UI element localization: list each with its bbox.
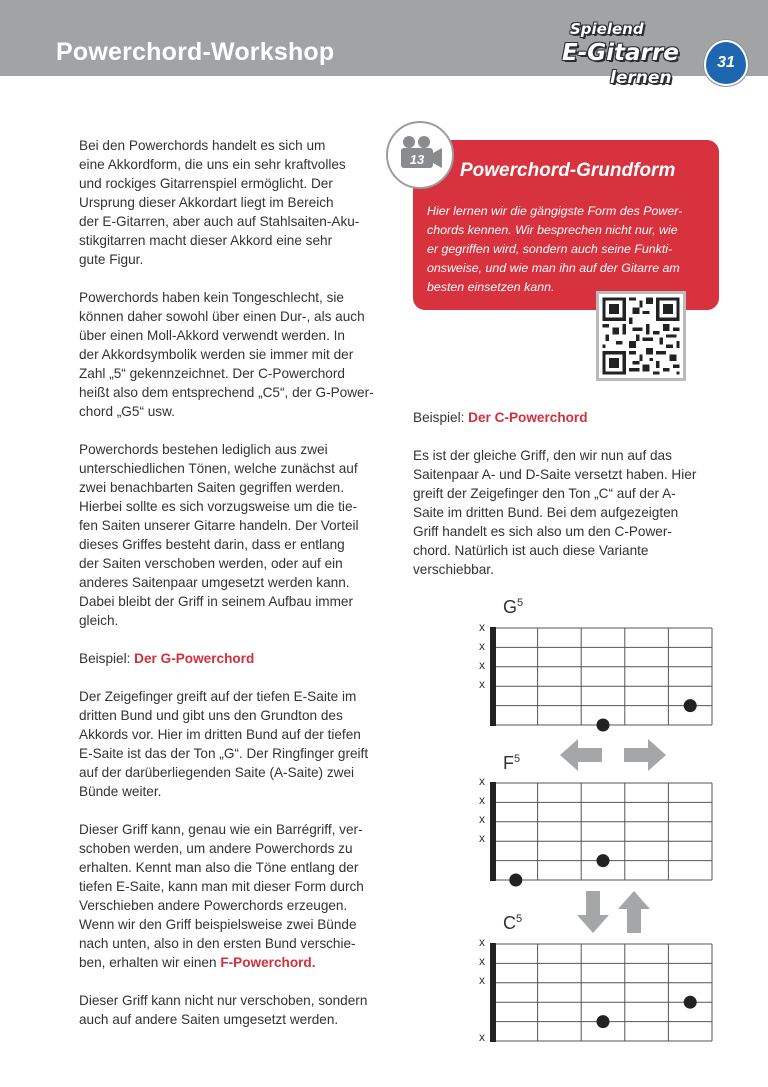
muted-string-mark: x <box>479 793 485 807</box>
fretboard-c5 <box>490 943 715 1043</box>
paragraph-c-powerchord: Es ist der gleiche Griff, den wir nun auf das Saitenpaar A- und D-Saite versetzt haben. Hier greift der Zeigefinger den Ton „C“ auf der A- Saite im dritten Bund. Bei dem aufgezeigten Griff handelt es sich also um den C-Power- chord. Natürlich ist auch diese Variante verschiebbar. <box>413 448 697 577</box>
logo-line-1: Spielend <box>570 20 644 38</box>
muted-string-mark: x <box>479 954 485 968</box>
finger-dot <box>597 1015 610 1028</box>
muted-string-mark: x <box>479 935 485 949</box>
nut <box>490 943 496 1042</box>
muted-string-mark: x <box>479 658 485 672</box>
finger-dot <box>684 699 697 712</box>
muted-string-mark: x <box>479 774 485 788</box>
paragraph-toene: Powerchords bestehen lediglich aus zwei unterschiedlichen Tönen, welche zunächst auf zwei benachbarten Saiten gegriffen werden. Hierbei sollte es sich vorzugsweise um die tie- fen Saiten unserer Gitarre handeln. Der Vorteil dieses Griffes besteht darin, dass er entlang der Saiten verschoben werden, oder auf ein anderes Saitenpaar umgesetzt werden kann. Dabei bleibt der Griff in seinem Aufbau immer gleich. <box>79 442 359 628</box>
arrow-up-icon <box>618 891 650 933</box>
paragraph-tongeschlecht: Powerchords haben kein Tongeschlecht, sie können daher sowohl über einen Dur-, als auch über einen Moll-Akkord verwendt werden. In der Akkordsymbolik werden sie immer mit der Zahl „5“ gekennzeichnet. Der C-Powerchord heißt also dem entsprechend „C5“, der G-Power- chord „G5“ usw. <box>79 290 374 419</box>
book-logo <box>560 18 690 96</box>
page-number-badge: 31 <box>704 40 748 86</box>
video-number: 13 <box>409 152 425 167</box>
muted-string-mark: x <box>479 812 485 826</box>
video-info-box <box>413 140 719 310</box>
finger-dot <box>509 874 522 887</box>
muted-string-mark: x <box>479 677 485 691</box>
nut <box>490 627 496 726</box>
qr-code-icon[interactable] <box>596 291 686 381</box>
arrow-left-icon <box>560 739 604 771</box>
page-title: Powerchord-Workshop <box>56 38 335 66</box>
muted-string-mark: x <box>479 831 485 845</box>
muted-string-mark: x <box>479 639 485 653</box>
fretboard-g5 <box>490 627 715 727</box>
chord-name-c5: $C^5$ <box>503 913 523 933</box>
video-description: Hier lernen wir die gängigste Form des Power- chords kennen. Wir besprechen nicht nur, wie er gegriffen wird, sondern auch seine Funkti- onsweise, und wie man ihn auf der Gitarre am besten einsetzen kann. <box>427 204 683 294</box>
arrow-down-icon <box>577 891 609 933</box>
nut <box>490 782 496 881</box>
arrow-right-icon <box>622 739 666 771</box>
logo-line-2: E-Gitarre <box>562 40 679 66</box>
paragraph-intro: Bei den Powerchords handelt es sich um eine Akkordform, die uns ein sehr kraftvolles und rockiges Gitarrenspiel ermöglicht. Der Ursprung dieser Akkordart liegt im Bereich der E-Gitarren, aber auch auf Stahlsaiten-Aku- stikgitarren macht dieser Akkord eine sehr gute Figur. <box>79 138 360 267</box>
video-camera-icon <box>386 121 454 189</box>
chord-name-f5: $F^5$ <box>503 753 521 773</box>
example-c-powerchord: Beispiel: Der C-Powerchord <box>413 410 588 425</box>
muted-string-mark: x <box>479 620 485 634</box>
fretboard-f5 <box>490 782 715 882</box>
paragraph-zeigefinger: Der Zeigefinger greift auf der tiefen E-Saite im dritten Bund und gibt uns den Grundton des Akkords vor. Hier im dritten Bund auf der tiefen E-Saite ist das der Ton „G“. Der Ringfinger greift auf der darüberliegenden Saite (A-Saite) zwei Bünde weiter. <box>79 689 369 799</box>
logo-line-3: lernen <box>610 68 672 88</box>
chord-name-g5: $G^5$ <box>503 597 524 617</box>
finger-dot <box>597 719 610 732</box>
right-column <box>413 408 713 579</box>
finger-dot <box>684 996 697 1009</box>
muted-string-mark: x <box>479 1030 485 1044</box>
finger-dot <box>597 854 610 867</box>
video-title: Powerchord-Grundform <box>460 160 676 181</box>
muted-string-mark: x <box>479 973 485 987</box>
example-g-powerchord: Beispiel: Der G-Powerchord <box>79 651 255 666</box>
paragraph-umsetzen: Dieser Griff kann nicht nur verschoben, sondern auch auf andere Saiten umgesetzt werden. <box>79 993 368 1027</box>
paragraph-verschieben: Dieser Griff kann, genau wie ein Barrégriff, ver- schoben werden, um andere Powerchords zu erhalten. Kennt man also die Töne entlang der tiefen E-Saite, kann man mit dieser Form durch Verschieben andere Powerchords erzeugen. Wenn wir den Griff beispielsweise zwei Bünde nach unten, also in den ersten Bund verschie- ben, erhalten wir einen F-Powerchord. <box>79 822 364 970</box>
left-column <box>79 136 389 1029</box>
